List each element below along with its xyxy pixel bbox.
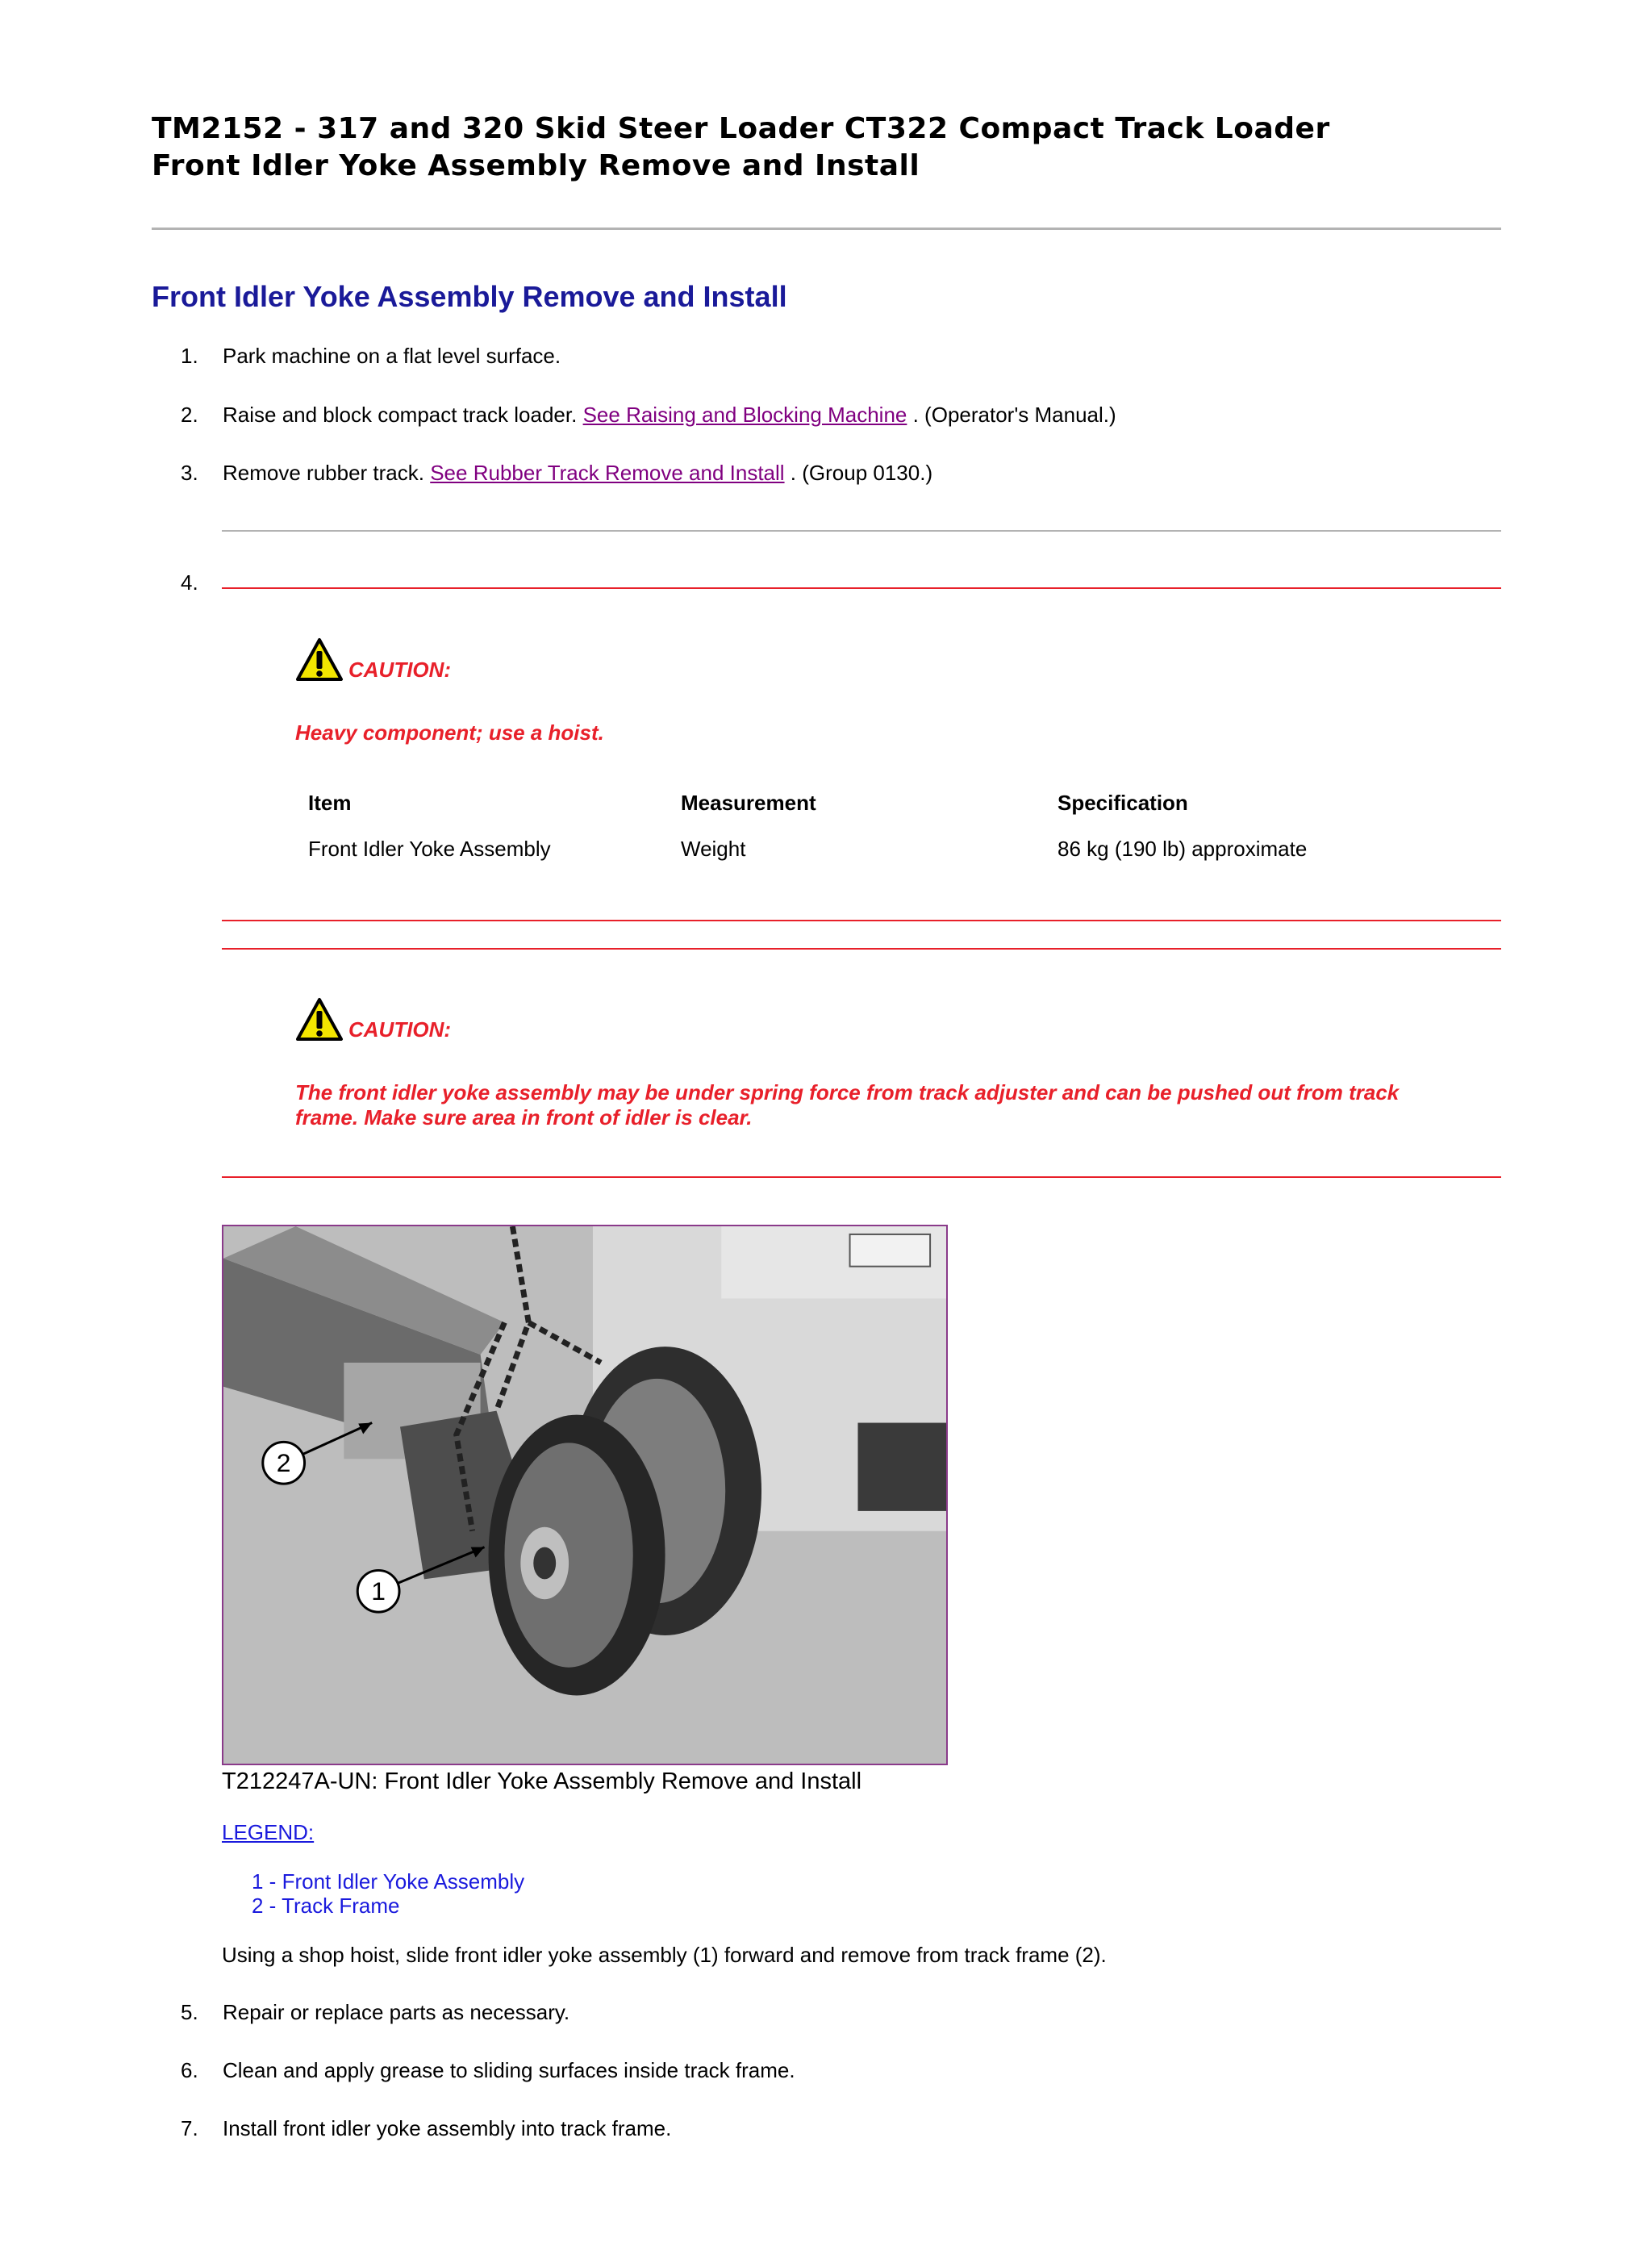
document-title: [152, 111, 1330, 185]
step-text-before: Raise and block compact track loader.: [223, 403, 578, 427]
step-4-instruction: Using a shop hoist, slide front idler yoke assembly (1) forward and remove from track frame (2).: [222, 1943, 1107, 1967]
caution-border-bottom: [222, 1176, 1501, 1178]
legend-item-2: 2 - Track Frame: [252, 1894, 400, 1918]
caution-border-top: [222, 948, 1501, 950]
table-header-item: Item: [308, 791, 352, 815]
warning-triangle-icon: [295, 637, 344, 683]
step-text-before: Remove rubber track.: [223, 461, 424, 485]
step-text: Clean and apply grease to sliding surfaces inside track frame.: [223, 2058, 795, 2082]
caution-label: CAUTION:: [348, 658, 452, 682]
legend-item-1: 1 - Front Idler Yoke Assembly: [252, 1869, 525, 1894]
table-header-specification: Specification: [1058, 791, 1188, 815]
table-cell-specification: 86 kg (190 lb) approximate: [1058, 837, 1308, 861]
callout-1: 1: [371, 1576, 386, 1606]
callout-2: 2: [276, 1448, 291, 1478]
header-divider: [152, 228, 1501, 230]
section-title: Front Idler Yoke Assembly Remove and Install: [152, 280, 787, 313]
caution-header: [295, 637, 451, 683]
caution-border-top: [222, 587, 1501, 589]
raising-blocking-link[interactable]: See Raising and Blocking Machine: [582, 403, 907, 427]
step-text: Install front idler yoke assembly into track frame.: [223, 2116, 672, 2140]
step-number: 6.: [181, 2058, 198, 2082]
legend-heading[interactable]: LEGEND:: [222, 1820, 315, 1844]
step-text-after: . (Group 0130.): [790, 461, 933, 485]
caution-header: [295, 997, 451, 1042]
step-text: [223, 460, 932, 486]
table-header-measurement: Measurement: [681, 791, 816, 815]
table-cell-item: Front Idler Yoke Assembly: [308, 837, 551, 861]
rubber-track-link[interactable]: See Rubber Track Remove and Install: [430, 461, 785, 485]
step-number: 3.: [181, 461, 198, 485]
step-text: [223, 402, 1116, 428]
step-number: 4.: [181, 570, 198, 595]
step-number: 2.: [181, 403, 198, 427]
step-text: Repair or replace parts as necessary.: [223, 2000, 570, 2024]
title-line-2: Front Idler Yoke Assembly Remove and Install: [152, 149, 920, 182]
caution-border-bottom: [222, 920, 1501, 921]
figure-photo: [222, 1225, 948, 1765]
caution-label: CAUTION:: [348, 1017, 452, 1042]
step-number: 5.: [181, 2000, 198, 2024]
figure-caption: T212247A-UN: Front Idler Yoke Assembly Remove and Install: [222, 1768, 862, 1794]
step-divider: [222, 530, 1501, 532]
step-number: 1.: [181, 344, 198, 368]
step-text-after: . (Operator's Manual.): [912, 403, 1116, 427]
step-number: 7.: [181, 2116, 198, 2140]
table-cell-measurement: Weight: [681, 837, 746, 861]
caution-text: The front idler yoke assembly may be under spring force from track adjuster and can be pushed out from track frame. Make sure area in front of idler is clear.: [295, 1080, 1400, 1130]
caution-text: Heavy component; use a hoist.: [295, 720, 604, 745]
idler-yoke-photo: [223, 1226, 946, 1764]
title-line-1: TM2152 - 317 and 320 Skid Steer Loader CT322 Compact Track Loader: [152, 112, 1330, 145]
step-text: Park machine on a flat level surface.: [223, 344, 561, 368]
warning-triangle-icon: [295, 997, 344, 1042]
